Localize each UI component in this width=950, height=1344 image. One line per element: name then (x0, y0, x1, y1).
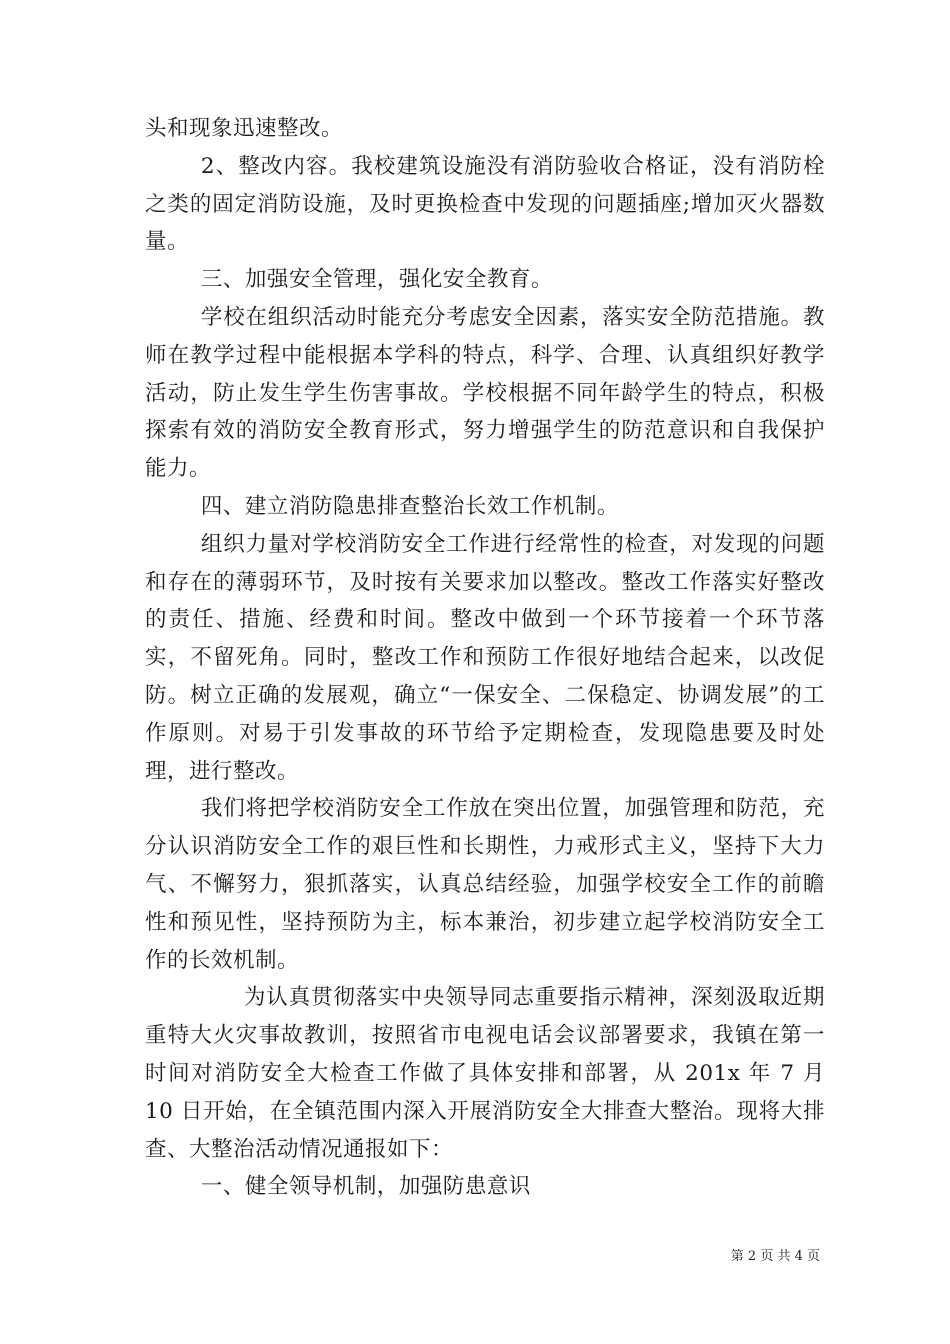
paragraph-rectification-content: 2、整改内容。我校建筑设施没有消防验收合格证，没有消防栓之类的固定消防设施，及时更换检查中发现的问题插座;增加灭火器数量。 (145, 153, 825, 255)
page-number-footer: 第 2 页 共 4 页 (730, 1249, 820, 1264)
section-heading-three: 三、加强安全管理，强化安全教育。 (200, 267, 553, 293)
paragraph-town-inspection-intro: 为认真贯彻落实中央领导同志重要指示精神，深刻汲取近期重特大火灾事故教训，按照省市电视电话会议部署要求，我镇在第一时间对消防安全大检查工作做了具体安排和部署，从 201x 年 7 月 10 日开始，在全镇范围内深入开展消防安全大排查大整治。现将大排查、大整治活动情况通报如下： (145, 985, 825, 1162)
paragraph-continuation: 头和现象迅速整改。 (145, 116, 344, 141)
paragraph-safety-education: 学校在组织活动时能充分考虑安全因素，落实安全防范措施。教师在教学过程中能根据本学科的特点，科学、合理、认真组织好教学活动，防止发生学生伤害事故。学校根据不同年龄学生的特点，积极探索有效的消防安全教育形式，努力增强学生的防范意识和自我保护能力。 (145, 304, 825, 482)
document-body (145, 110, 825, 1206)
paragraph-long-term-mechanism: 我们将把学校消防安全工作放在突出位置，加强管理和防范，充分认识消防安全工作的艰巨性和长期性，力戒形式主义，坚持下大力气、不懈努力，狠抓落实，认真总结经验，加强学校安全工作的前瞻性和预见性，坚持预防为主，标本兼治，初步建立起学校消防安全工作的长效机制。 (145, 796, 825, 973)
section-heading-one: 一、健全领导机制，加强防患意识 (200, 1174, 531, 1200)
paragraph-inspection-mechanism: 组织力量对学校消防安全工作进行经常性的检查，对发现的问题和存在的薄弱环节，及时按有关要求加以整改。整改工作落实好整改的责任、措施、经费和时间。整改中做到一个环节接着一个环节落实，不留死角。同时，整改工作和预防工作很好地结合起来，以改促防。树立正确的发展观，确立“一保安全、二保稳定、协调发展”的工作原则。对易于引发事故的环节给予定期检查，发现隐患要及时处理，进行整改。 (145, 531, 825, 784)
section-heading-four: 四、建立消防隐患排查整治长效工作机制。 (200, 493, 619, 519)
